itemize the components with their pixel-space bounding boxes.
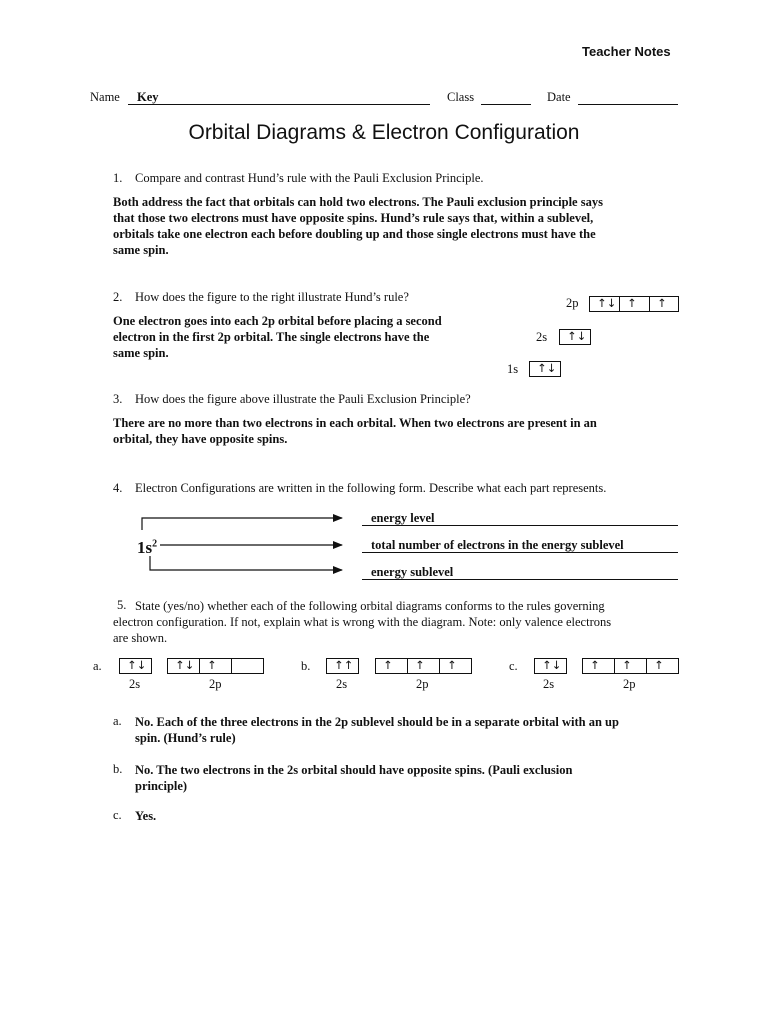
answer-b-line: principle)	[135, 779, 188, 793]
answer-c-letter: c.	[113, 808, 122, 822]
q2-answer-line: same spin.	[113, 346, 169, 360]
orbital-cell: ↑	[654, 658, 664, 672]
q1-number: 1.	[113, 171, 123, 185]
q2-answer	[113, 313, 533, 361]
class-underline	[481, 104, 531, 105]
q3-answer-line: orbital, they have opposite spins.	[113, 432, 288, 446]
diagram-a-2p-label: 2p	[209, 677, 222, 691]
q2-answer-line: One electron goes into each 2p orbital before placing a second	[113, 314, 442, 328]
config-notation	[137, 538, 157, 558]
answer-a-letter: a.	[113, 714, 122, 728]
label-underline	[362, 525, 678, 526]
q4-number: 4.	[113, 481, 123, 495]
diagram-b-2s-label: 2s	[336, 677, 348, 691]
q4-question: Electron Configurations are written in the following form. Describe what each part represents.	[135, 481, 607, 495]
orbital-cell: ↑	[447, 658, 457, 672]
q3-number: 3.	[113, 392, 123, 406]
orbital-cell: ↑	[200, 659, 232, 673]
diagram-a-2s-label: 2s	[129, 677, 141, 691]
answer-b	[135, 762, 715, 794]
class-label: Class	[447, 90, 475, 104]
q3-question: How does the figure above illustrate the Pauli Exclusion Principle?	[135, 392, 471, 406]
q2-question: How does the figure to the right illustrate Hund’s rule?	[135, 290, 409, 304]
orbital-cell: ↑↓	[127, 658, 147, 672]
fig-2s-box	[559, 329, 591, 345]
orbital-cell: ↑↓	[542, 658, 562, 672]
answer-a-line: No. Each of the three electrons in the 2p sublevel should be in a separate orbital with an up	[135, 715, 619, 729]
orbital-cell: ↑↑	[334, 658, 354, 672]
orbital-cell	[232, 659, 263, 673]
fig-2s-label: 2s	[536, 330, 548, 344]
q3-answer-line: There are no more than two electrons in each orbital. When two electrons are present in an	[113, 416, 597, 430]
diagram-a-2s-box	[119, 658, 152, 674]
date-label: Date	[547, 90, 571, 104]
name-value: Key	[137, 90, 159, 104]
diagram-a-2p-box	[167, 658, 264, 674]
diagram-b-2p-box	[375, 658, 472, 674]
orbital-cell: ↑	[583, 659, 615, 673]
config-arrows-diagram	[130, 508, 350, 580]
q5-number: 5.	[117, 598, 127, 612]
fig-2p-label: 2p	[566, 296, 579, 310]
orbital-cell: ↑	[620, 297, 650, 311]
q2-answer-line: electron in the first 2p orbital. The single electrons have the	[113, 330, 430, 344]
config-notation-base: 1s	[137, 538, 153, 557]
orbital-cell: ↑↓	[168, 659, 200, 673]
orbital-cell: ↑↓	[567, 329, 587, 343]
diagram-c-2p-label: 2p	[623, 677, 636, 691]
fig-1s-label: 1s	[507, 362, 519, 376]
page-title: Orbital Diagrams & Electron Configuration	[188, 121, 580, 144]
q1-answer-line: Both address the fact that orbitals can hold two electrons. The Pauli exclusion principle says	[113, 195, 603, 209]
diagram-b-2p-label: 2p	[416, 677, 429, 691]
answer-a	[135, 714, 715, 746]
teacher-notes-label: Teacher Notes	[582, 44, 671, 59]
arrow-energy-level	[142, 518, 342, 530]
name-underline	[128, 104, 430, 105]
q5-question-line: are shown.	[113, 631, 168, 645]
label-energy-sublevel: energy sublevel	[371, 565, 454, 579]
answer-c-line: Yes.	[135, 809, 157, 823]
orbital-cell: ↑	[657, 296, 667, 310]
answer-b-letter: b.	[113, 762, 123, 776]
date-underline	[578, 104, 678, 105]
diagram-a-letter: a.	[93, 659, 102, 673]
orbital-cell: ↑	[615, 659, 647, 673]
label-underline	[362, 579, 678, 580]
q1-answer	[113, 194, 713, 258]
orbital-cell: ↑	[376, 659, 408, 673]
answer-b-line: No. The two electrons in the 2s orbital should have opposite spins. (Pauli exclusion	[135, 763, 573, 777]
orbital-cell: ↑	[408, 659, 440, 673]
orbital-cell: ↑↓	[590, 297, 620, 311]
q1-answer-line: orbitals take one electron each before doubling up and those single electrons must have the	[113, 227, 596, 241]
arrow-energy-sublevel	[150, 556, 342, 570]
diagram-b-letter: b.	[301, 659, 311, 673]
q3-answer	[113, 415, 713, 447]
diagram-c-letter: c.	[509, 659, 518, 673]
diagram-c-2p-box	[582, 658, 679, 674]
q1-question: Compare and contrast Hund’s rule with the Pauli Exclusion Principle.	[135, 171, 484, 185]
q1-answer-line: that those two electrons must have opposite spins. Hund’s rule says that, within a sublevel,	[113, 211, 594, 225]
answer-a-line: spin. (Hund’s rule)	[135, 731, 236, 745]
answer-c	[135, 808, 715, 824]
diagram-b-2s-box	[326, 658, 359, 674]
name-label: Name	[90, 90, 120, 104]
label-energy-level: energy level	[371, 511, 435, 525]
q5-question-line: electron configuration. If not, explain what is wrong with the diagram. Note: only valence electrons	[113, 615, 612, 629]
q5-question-line: State (yes/no) whether each of the following orbital diagrams conforms to the rules governing	[135, 599, 605, 613]
orbital-cell: ↑↓	[537, 361, 557, 375]
config-notation-sup: 2	[152, 538, 158, 550]
diagram-c-2s-label: 2s	[543, 677, 555, 691]
fig-2p-box	[589, 296, 679, 312]
q2-number: 2.	[113, 290, 123, 304]
fig-1s-box	[529, 361, 561, 377]
q5-question	[113, 598, 713, 646]
label-underline	[362, 552, 678, 553]
diagram-c-2s-box	[534, 658, 567, 674]
label-electron-count: total number of electrons in the energy sublevel	[371, 538, 624, 552]
q1-answer-line: same spin.	[113, 243, 169, 257]
